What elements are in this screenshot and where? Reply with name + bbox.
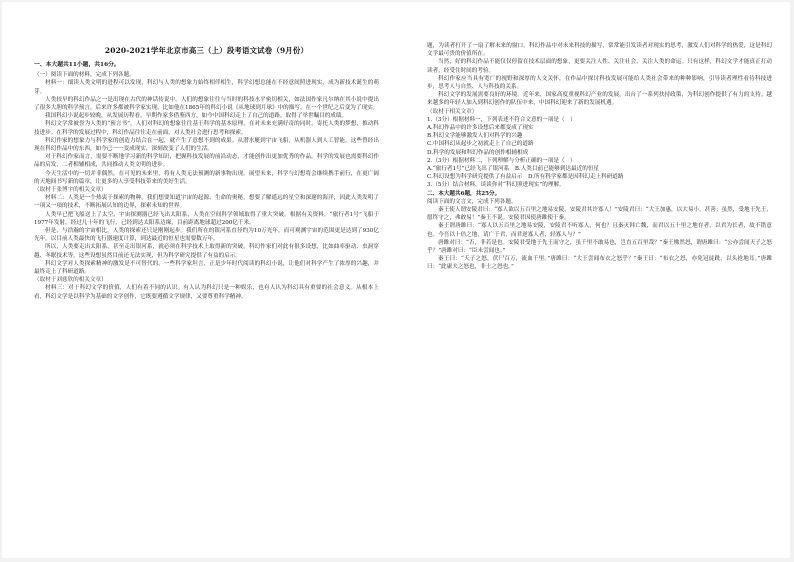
paragraph: （取材于刘慈欣的相关文章） [34,277,107,284]
paragraph: C.中国科幻从起步之初就走上了自己的道路 [427,141,534,148]
left-column [34,42,379,552]
paragraph: （取材于相关文章） [427,108,478,115]
paragraph: 对于科幻作家而言，需要不断地学习新的科学知识，把握科技发展的前沿动态，才能创作出更加优秀的作品。科学的发展也需要科幻作品的启发，二者相辅相成，共同推动人类文明的进步。 [34,154,379,169]
paragraph: 秦王曰：“天子之怒，伏尸百万，流血千里。”唐雎曰：“大王尝闻布衣之怒乎？”秦王曰：“布衣之怒，亦免冠徒跣，以头抢地耳。”唐雎曰：“此庸夫之怒也，非士之怒也。” [427,256,772,271]
paragraph: 科幻作家的想象力与科学家的创造力结合在一起，就产生了意想不到的成果。从潜水艇到宇宙飞船，从机器人到人工智能，这些曾经出现在科幻作品中的东西，如今已一一变成现实，深刻改变了人们的生活。 [34,137,379,153]
paragraph: B.科幻文学能够激发人们对科学的兴趣 [427,133,523,140]
paragraph: 我国科幻小说起步较晚，从发展历程看，早期作家多借鉴西方，如今中国科幻走上了自己的道路，取得了举世瞩目的成绩。 [45,113,348,120]
paragraph: D.科学的发展和科幻作品的创作相辅相成 [427,149,529,156]
paragraph: 材料三：对于科幻文学的价值，人们有着不同的认识。有人认为科幻只是一种娱乐，也有人认为科幻具有重要的社会意义。从根本上看，科幻文学是以科学为基础的文学创作，它既要遵循文学规律，又要尊重科学精神。 [34,285,379,300]
paragraph: 所以，人类要走出太阳系，甚至走出银河系，就必须在科学技术上取得新的突破。科幻作家们对此有很多设想，比如曲率驱动、虫洞穿越、冬眠技术等，这些设想虽然目前还无法实现，但为科学研究提供了有益的启示。 [34,244,379,259]
paragraph: 材料二：人类是一个热衷于探索的物种。我们想要知道宇宙的起源、生命的奥秘，想要了解遥远的星空和深邃的海洋，因此人类发明了一项又一项的技术，不断拓展认知的边界，探索未知的世界。 [34,195,379,210]
paragraph: 阅读下面的文言文，完成下列各题。 [427,198,517,205]
document-title: 2020-2021学年北京市高三（上）段考语文试卷（9月份） [104,46,309,55]
paragraph: 秦王使人谓安陵君曰：“寡人欲以五百里之地易安陵，安陵君其许寡人！”安陵君曰：“大王加惠，以大易小，甚善；虽然，受地于先王，愿终守之，弗敢易！”秦王不说。安陵君因使唐雎使于秦。 [427,207,772,222]
paragraph: A.科幻作品中的许多设想后来都变成了现实 [427,125,534,132]
paragraph: 但是，与浩瀚的宇宙相比，人类的探索还只是刚刚起步。我们所在的银河系直径约为10万光年，而可观测宇宙的范围更是达到了930亿光年。以目前人类最快的飞行器速度计算，到达最近的恒星也需要数万年。 [34,228,379,243]
paragraph: 秦王谓唐雎曰：“寡人以五百里之地易安陵，安陵君不听寡人，何也？且秦灭韩亡魏，而君以五十里之地存者，以君为长者，故不错意也。今吾以十倍之地，请广于君，而君逆寡人者，轻寡人与？” [427,223,772,238]
paragraph: A.“旅行者1号”已经飞出了银河系 B.人类目前已能够到达最近的恒星 [427,166,600,173]
paragraph: C.科幻设想为科学研究提供了有益启示 D.所有科学家都是因科幻走上科研道路 [427,174,624,181]
paragraph: （一）阅读下面的材料，完成下列各题。 [34,72,135,79]
left-column-body [34,60,379,552]
right-column [427,42,772,552]
paragraph: 人类较早的科幻作品之一是出现在古代的神话传说中。人们的想象往往与当时的科技水平密切相关，如法国作家凡尔纳在其小说中提出了很多大胆的科学预言，后来许多都被科学家实现。比如他在1865年的科幻小说《从地球到月球》中的描写，在一个世纪之后变为了现实。 [34,96,379,112]
paragraph: 今天生活中的一切并非偶然，在可见的未来里，将有人类无法预测的新事物出现。展望未来，科学与幻想将会继续携手前行，在更广阔的天地间书写新的篇章，让更多的人享受科技带来的美好生活。 [34,170,379,185]
right-paragraphs [427,42,772,272]
paragraph: 科幻作家应当具有宽广的视野和深厚的人文关怀，在作品中探讨科技发展可能给人类社会带来的种种影响，引导读者理性看待科技进步，思考人与自然、人与科技的关系。 [427,75,772,91]
left-paragraphs [34,71,379,301]
paragraph: （取材于张博宇的相关文章） [34,187,107,194]
paragraph: 题，为读者打开了一扇了解未来的窗口。科幻作品中对未来科技的描写，常常能引发读者对现实的思考，激发人们对科学的热爱，这是科幻文学最可贵的价值所在。 [427,43,772,58]
paragraph: 2.（3分）根据材料二，下列理解与分析正确的一项是（ ） [427,157,576,164]
paragraph: 科幻文学的发展需要良好的环境。近年来，国家高度重视科幻产业的发展，出台了一系列扶持政策，为科幻创作提供了有力的支持。越来越多的年轻人加入到科幻创作的队伍中来，中国科幻迎来了新的发展机遇。 [427,92,772,107]
paragraph: 科幻文学常被誉为人类的“预言书”，人们对科幻的想象往往基于科学的基本原理，在对未来充满好奇的同时，寄托人类的梦想，推动科技进步。在科学的发展过程中，科幻作品往往走在前面，对人类社会进行思考和探索。 [34,121,379,136]
paragraph: 人类早已把飞船送上了太空，宇宙探测器已经飞出太阳系，人类在空间科学领域取得了重大突破。根据有关资料，“旅行者1号”飞船于1977年发射，经过几十年的飞行，已经到达太阳系边缘，目前距离地球超过200亿千米。 [34,211,379,226]
document-page [2,2,790,558]
paragraph: 唐雎对曰：“否，非若是也。安陵君受地于先王而守之，虽千里不敢易也，岂直五百里哉？”秦王怫然怒，谓唐雎曰：“公亦尝闻天子之怒乎？”唐雎对曰：“臣未尝闻也。” [427,239,772,255]
paragraph: 二、本大题共6题，共25分。 [427,190,501,197]
paragraph: 材料一：细读人类文明的进程可以发现，科幻与人类的想象力始终相伴相生，科学幻想总能在不经意间照进现实，成为新技术诞生的萌芽。 [34,80,379,95]
paragraph: 1.（3分）根据材料一，下列表述不符合文意的一项是（ ） [427,116,576,123]
paragraph: 科幻文学对人类探索精神的激发是不可替代的。一些科学家坦言，正是少年时代阅读的科幻小说，让他们对科学产生了浓厚的兴趣，并最终走上了科研道路。 [34,260,379,276]
paragraph: 3.（5分）结合材料，谈谈你对“科幻照进现实”的理解。 [427,182,565,189]
paragraph: 当然，好的科幻作品不能仅仅停留在技术层面的想象，更要关注人性、关注社会、关注人类的命运。只有这样，科幻文学才能真正打动读者，经受住时间的考验。 [427,59,772,74]
section-heading: 一、本大题共11小题，共16分。 [34,62,120,68]
